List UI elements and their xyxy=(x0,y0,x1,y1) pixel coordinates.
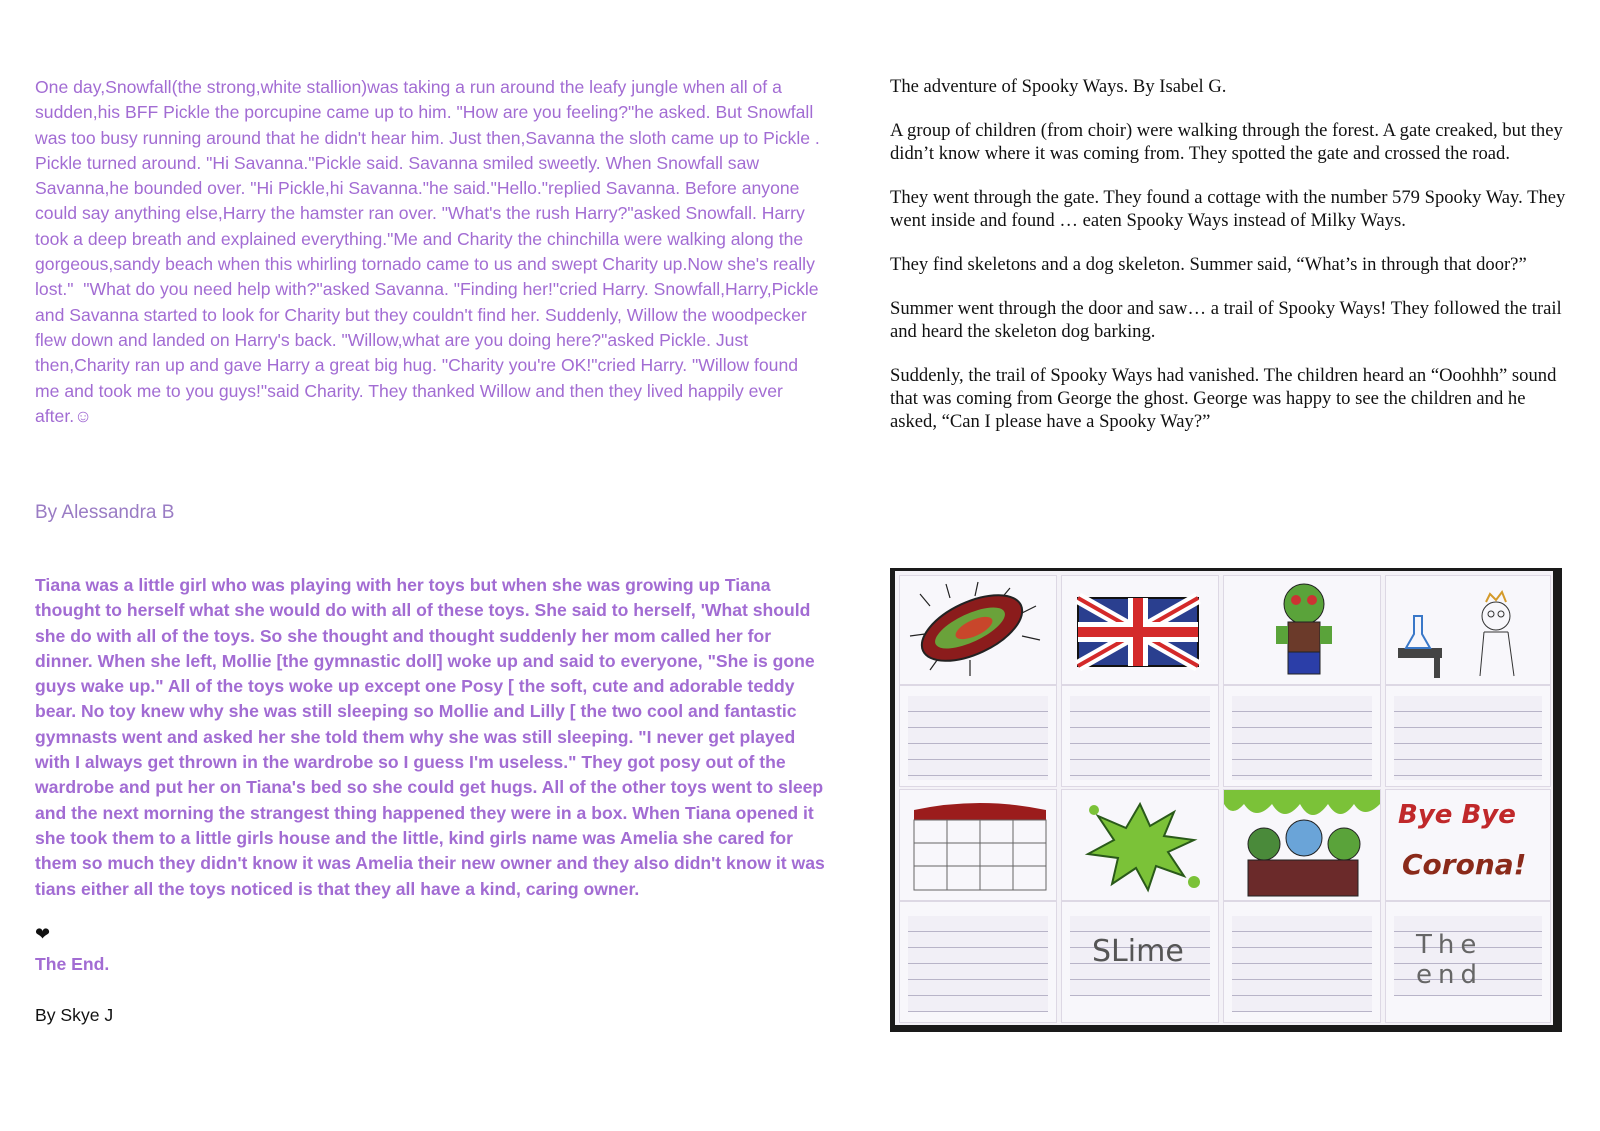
panel-text xyxy=(1385,685,1551,787)
comic-sheet xyxy=(895,571,1553,1025)
virus-icon xyxy=(900,576,1056,684)
slime-splat-icon xyxy=(1062,790,1218,900)
bye-bye-text: Bye Bye xyxy=(1398,800,1516,830)
byline-skye: By Skye J xyxy=(35,1005,114,1025)
the-end-text: The End. xyxy=(35,954,110,974)
zombie-children-icon xyxy=(1224,790,1380,900)
panel-slime-label xyxy=(1061,901,1219,1023)
panel-text xyxy=(1061,685,1219,787)
panel-zombie xyxy=(1223,575,1381,685)
panel-union-flag xyxy=(1061,575,1219,685)
panel-text xyxy=(899,901,1057,1023)
panel-zombie-children xyxy=(1223,789,1381,901)
the-end-handwritten: The end xyxy=(1416,930,1483,990)
paragraph: A group of children (from choir) were walking through the forest. A gate creaked, but they didn’t know where it was coming from. They spotted the gate and crossed the road. xyxy=(890,120,1563,164)
panel-slime-splat xyxy=(1061,789,1219,901)
panel-text xyxy=(1223,901,1381,1023)
panel-the-end-label xyxy=(1385,901,1551,1023)
right-column xyxy=(890,75,1570,454)
union-flag-icon xyxy=(1062,576,1218,684)
panel-text xyxy=(899,685,1057,787)
byline-alessandra: By Alessandra B xyxy=(35,502,175,523)
paragraph: Suddenly, the trail of Spooky Ways had vanished. The children heard an “Ooohhh” sound that was coming from George the ghost. George was happy to see the children and he asked, “Can I please have a Spooky Way?” xyxy=(890,365,1557,432)
paragraph: They went through the gate. They found a cottage with the number 579 Spooky Way. They went inside and found … eaten Spooky Ways instead of Milky Ways. xyxy=(890,187,1566,231)
story-tiana: Tiana was a little girl who was playing with her toys but when she was growing up Tiana thought to herself what she would do with all of these toys. She said to herself, 'What should she do with all of the toys. So she thought and thought suddenly her mom called her for dinner. When she left, Mollie [the gymnastic doll] woke up and said to everyone, "She is gone guys wake up." All of the toys woke up except one Posy [ the soft, cute and adorable teddy bear. No toy knew why she was still sleeping so Mollie and Lilly [ the two cool and fantastic gymnasts went and asked her she told them why she was still sleeping. "I never get played with I always get thrown in the wardrobe so I guess I'm useless." They got posy out of the wardrobe and put her on Tiana's bed so she could get hugs. All of the other toys went to sleep and the next morning the strangest thing happened they were in a box. When Tiana opened it she took them to a little girls house and the little, kind girls name was Amelia she cared for them so much they didn't know it was Amelia their new owner and they also didn't know it was tians either all the toys noticed is that they all have a kind, caring owner. xyxy=(35,575,830,899)
story-snowfall: One day,Snowfall(the strong,white stallion)was taking a run around the leafy jungle when all of a sudden,his BFF Pickle the porcupine came up to him. "How are you feeling?"he asked. But Snowfall was too busy running around that he didn't hear him. Just then,Savanna the sloth came up to Pickle . Pickle turned around. "Hi Savanna."Pickle said. Savanna smiled sweetly. When Snowfall saw Savanna,he bounded over. "Hi Pickle,hi Savanna."he said."Hello."replied Savanna. Before anyone could say anything else,Harry the hamster ran over. "What's the rush Harry?"asked Snowfall. Harry took a deep breath and explained everything."Me and Charity the chinchilla were walking along the gorgeous,sandy beach when this whirling tornado came to us and swept Charity up.Now she's really lost." "What do you need help with?"asked Savanna. "Finding her!"cried Harry. Snowfall,Harry,Pickle and Savanna started to look for Charity but they couldn't find her. Suddenly, Willow the woodpecker flew down and landed on Harry's back. "Willow,what are you doing here?"asked Pickle. Just then,Charity ran up and gave Harry a great big hug. "Charity you're OK!"cried Harry. "Willow found me and took me to you guys!"said Charity. They thanked Willow and then they lived happily ever after.☺ xyxy=(35,77,825,426)
zombie-icon xyxy=(1224,576,1380,684)
calendar-icon xyxy=(900,790,1056,900)
story-title: The adventure of Spooky Ways. By Isabel G. xyxy=(890,76,1227,97)
left-column xyxy=(35,75,825,429)
corona-text: Corona! xyxy=(1402,848,1527,881)
panel-virus xyxy=(899,575,1057,685)
panel-scientist xyxy=(1385,575,1551,685)
heart-icon: ❤ xyxy=(35,924,51,945)
scientist-lab-icon xyxy=(1386,576,1550,684)
paragraph: Summer went through the door and saw… a trail of Spooky Ways! They followed the trail and heard the skeleton dog barking. xyxy=(890,298,1562,342)
panel-bye-corona xyxy=(1385,789,1551,901)
panel-calendar xyxy=(899,789,1057,901)
panel-text xyxy=(1223,685,1381,787)
comic-photo xyxy=(890,568,1562,1032)
slime-text: SLime xyxy=(1092,934,1184,969)
paragraph: They find skeletons and a dog skeleton. Summer said, “What’s in through that door?” xyxy=(890,254,1527,275)
